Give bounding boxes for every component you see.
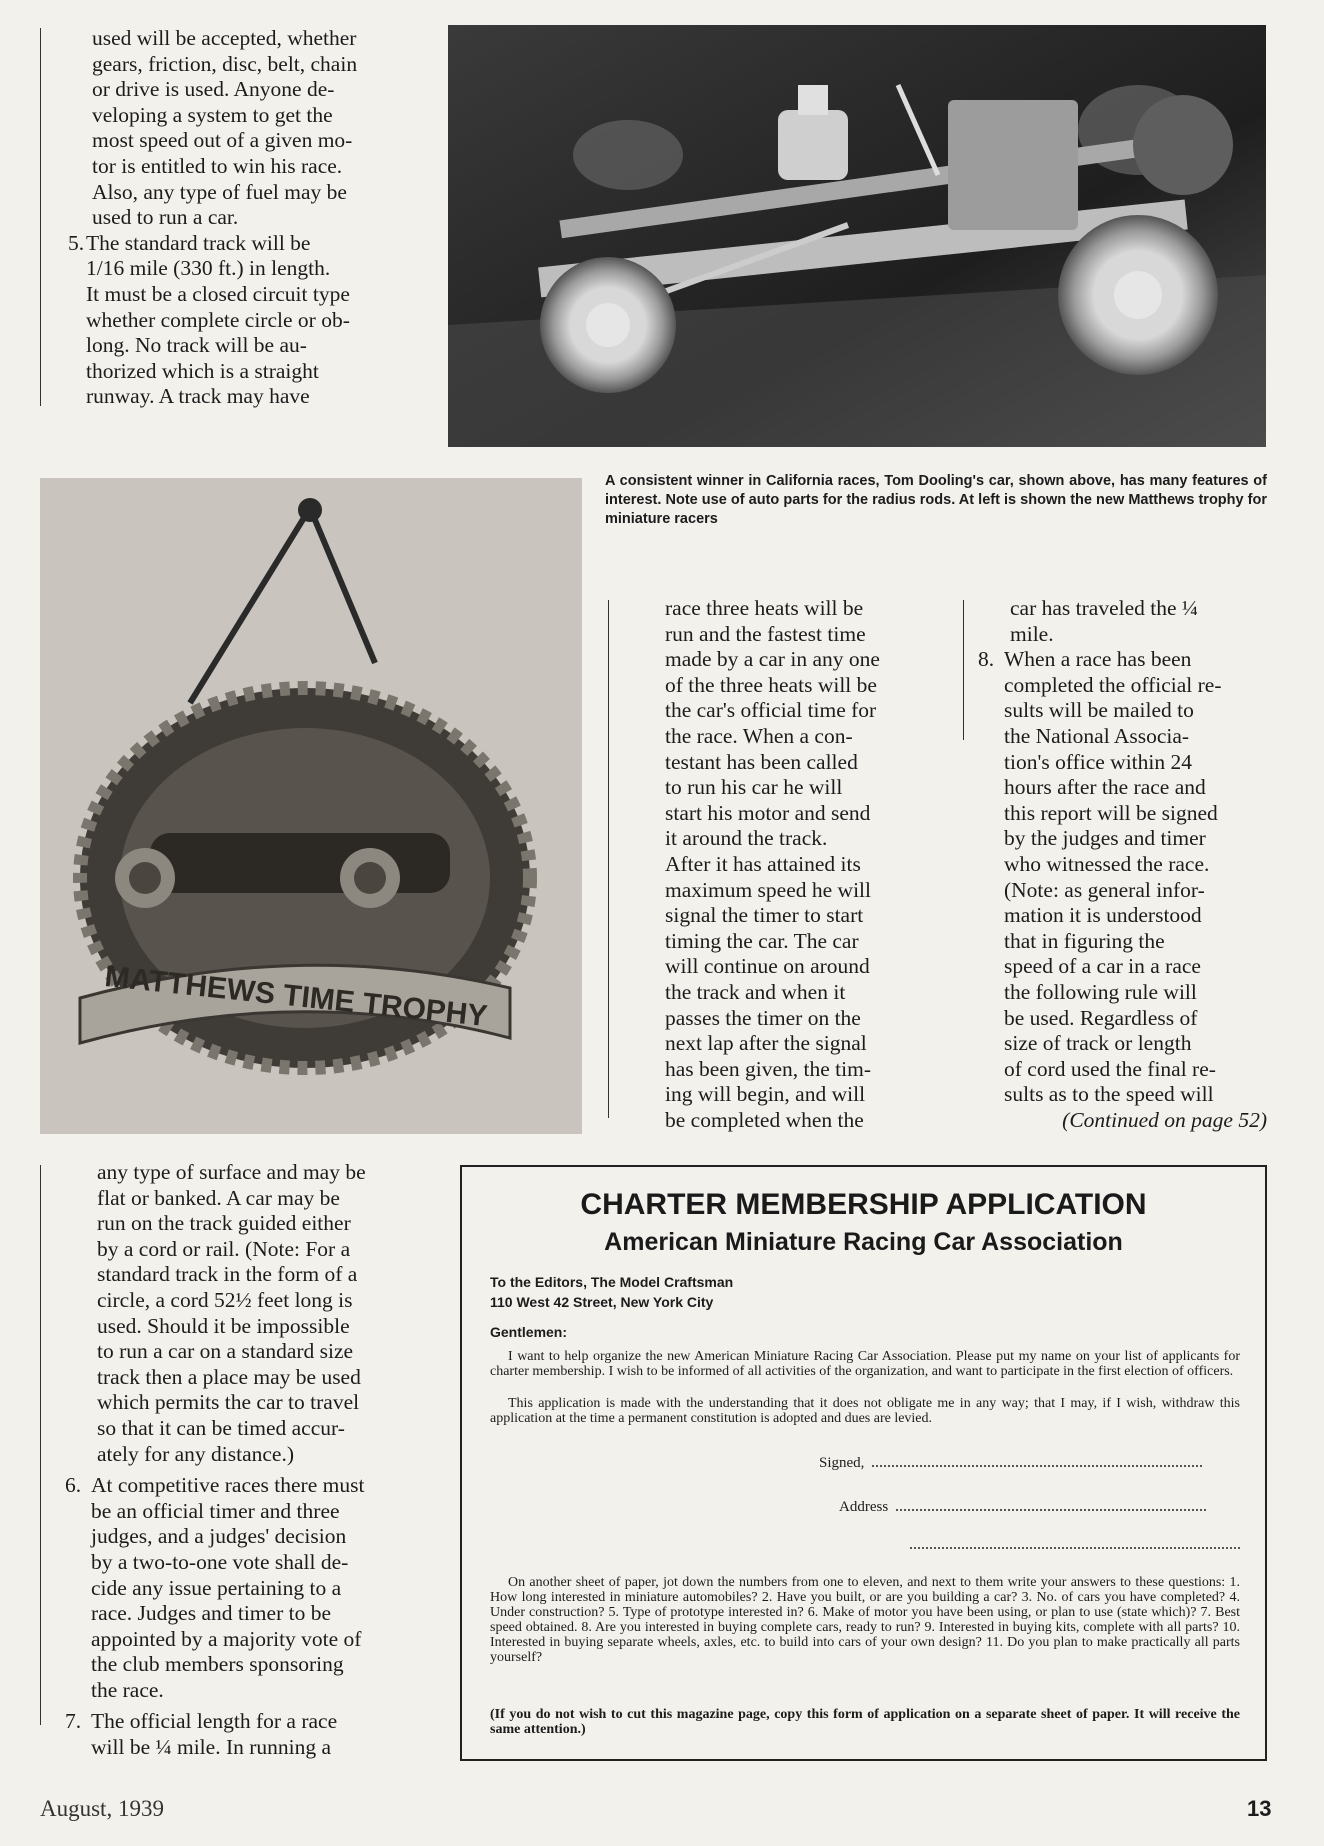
application-title: CHARTER MEMBERSHIP APPLICATION — [580, 1188, 1147, 1221]
address-label: Address — [839, 1499, 889, 1515]
text-line: to run a car on a standard size — [97, 1339, 354, 1364]
text-line: size of track or length — [1004, 1031, 1192, 1056]
left-bottom-column — [65, 1160, 429, 1761]
text-line: standard track in the form of a — [97, 1262, 358, 1287]
text-line: runway. A track may have — [86, 384, 310, 409]
right-column — [978, 596, 1267, 1133]
signature-field[interactable] — [872, 1455, 1202, 1467]
text-line: appointed by a majority vote of — [91, 1626, 362, 1651]
left-top-text — [92, 26, 424, 231]
item-8 — [978, 647, 1267, 1108]
issue-date: August, 1939 — [40, 1796, 164, 1821]
middle-column-text — [665, 596, 922, 1133]
race-car-illustration — [448, 25, 1266, 447]
trophy-banner-text: MATTHEWS TIME TROPHY — [103, 960, 489, 1034]
questions-text: On another sheet of paper, jot down the numbers from one to eleven, and next to them write your answers to these questions: 1. How long interested in miniature automobiles? 2. Have you built, or are you building a car? 3. No. of cars you have completed? 4. Under construction? 5. Type of prototype interested in? 6. Make of motor you have been using, or plan to use (state which)? 7. Best speed obtained. 8. Are you interested in buying complete cars, ready to run? 9. Interested in buying kits, complete with all parts? 10. Interested in buying separate wheels, axles, etc. to build into cars of your own design? 11. Do you plan to make practically all parts yourself? — [490, 1575, 1240, 1665]
text-line: sults will be mailed to — [1004, 698, 1194, 723]
text-line: be an official timer and three — [91, 1498, 340, 1523]
text-line: ately for any distance.) — [97, 1441, 294, 1466]
editors-address-line1: To the Editors, The Model Craftsman — [490, 1274, 734, 1290]
text-line: mation it is understood — [1004, 903, 1202, 928]
text-line: this report will be signed — [1004, 800, 1218, 825]
text-line: veloping a system to get the — [92, 102, 333, 127]
text-line: gears, friction, disc, belt, chain — [92, 51, 358, 76]
signed-label: Signed, — [819, 1455, 865, 1471]
text-line: run and the fastest time — [665, 621, 866, 646]
text-line: or drive is used. Anyone de- — [92, 77, 335, 102]
text-line: the following rule will — [1004, 979, 1197, 1004]
text-line: completed the official re- — [1004, 672, 1222, 697]
text-line: tion's office within 24 — [1004, 749, 1192, 774]
text-line: maximum speed he will — [665, 877, 872, 902]
application-body-2: This application is made with the understanding that it does not obligate me in any way; that I may, if I wish, withdraw this application at the time a permanent constitution is adopted and dues are levied. — [490, 1396, 1240, 1426]
text-line: any type of surface and may be — [97, 1160, 366, 1184]
text-line: 1/16 mile (330 ft.) in length. — [86, 256, 331, 281]
text-line: has been given, the tim- — [665, 1056, 871, 1081]
address-line — [839, 1499, 1206, 1516]
text-line: sults as to the speed will — [1004, 1082, 1214, 1107]
text-line: When a race has been — [1004, 647, 1192, 672]
signed-line — [819, 1455, 1202, 1472]
text-line: circle, a cord 52½ feet long is — [97, 1287, 353, 1312]
right-column-text — [1010, 596, 1267, 647]
text-line: most speed out of a given mo- — [92, 128, 353, 153]
item-8-number: 8. — [978, 647, 995, 672]
item-7-text — [91, 1709, 423, 1760]
text-line: track then a place may be used — [97, 1364, 361, 1389]
race-car-photo — [448, 25, 1266, 447]
text-line: start his motor and send — [665, 800, 871, 825]
editors-address-line2: 110 West 42 Street, New York City — [490, 1294, 714, 1310]
text-line: the track and when it — [665, 979, 846, 1004]
text-line: Also, any type of fuel may be — [92, 179, 347, 204]
text-line: (Note: as general infor- — [1004, 877, 1205, 902]
text-line: At competitive races there must — [91, 1473, 365, 1498]
address-field[interactable] — [896, 1499, 1206, 1511]
left-bottom-text — [97, 1160, 429, 1467]
text-line: judges, and a judges' decision — [91, 1524, 347, 1549]
text-line: signal the timer to start — [665, 903, 864, 928]
text-line: made by a car in any one — [665, 647, 880, 672]
text-line: of the three heats will be — [665, 672, 877, 697]
application-subtitle: American Miniature Racing Car Association — [604, 1228, 1123, 1256]
photo-caption: A consistent winner in California races, Tom Dooling's car, shown above, has many features of interest. Note use of auto parts for the radius rods. At left is shown the new Matthews trophy for miniature racers — [605, 473, 1267, 527]
text-line: which permits the car to travel — [97, 1390, 360, 1415]
text-line: the race. When a con- — [665, 723, 853, 748]
text-line: to run his car he will — [665, 775, 843, 800]
text-line: the National Associa- — [1004, 723, 1190, 748]
text-line: hours after the race and — [1004, 775, 1206, 800]
item-6-number: 6. — [65, 1473, 82, 1498]
text-line: so that it can be timed accur- — [97, 1415, 345, 1440]
text-line: race. Judges and timer to be — [91, 1601, 331, 1626]
text-line: race three heats will be — [665, 596, 864, 620]
item-7 — [65, 1709, 429, 1760]
item-6 — [65, 1473, 429, 1703]
text-line: testant has been called — [665, 749, 858, 774]
text-line: will be ¼ mile. In running a — [91, 1735, 332, 1760]
text-line: ing will begin, and will — [665, 1082, 866, 1107]
text-line: used will be accepted, whether — [92, 26, 357, 50]
text-line: be used. Regardless of — [1004, 1005, 1198, 1030]
text-line: by a cord or rail. (Note: For a — [97, 1236, 351, 1261]
item-7-number: 7. — [65, 1709, 82, 1734]
address-line-2 — [902, 1537, 1240, 1554]
text-line: run on the track guided either — [97, 1211, 351, 1236]
left-bottom-rule — [40, 1165, 41, 1725]
text-line: tor is entitled to win his race. — [92, 153, 343, 178]
text-line: used to run a car. — [92, 205, 239, 230]
text-line: the car's official time for — [665, 698, 877, 723]
middle-column-rule — [608, 600, 609, 1118]
text-line: by a two-to-one vote shall de- — [91, 1549, 349, 1574]
trophy-illustration — [40, 478, 582, 1134]
item-5-number: 5. — [68, 230, 85, 255]
membership-application-box — [460, 1165, 1267, 1761]
text-line: be completed when the — [665, 1107, 864, 1132]
text-line: used. Should it be impossible — [97, 1313, 350, 1338]
text-line: it around the track. — [665, 826, 828, 851]
text-line: whether complete circle or ob- — [86, 307, 350, 332]
item-6-text — [91, 1473, 423, 1703]
text-line: thorized which is a straight — [86, 358, 319, 383]
middle-column — [665, 596, 922, 1133]
text-line: cide any issue pertaining to a — [91, 1575, 342, 1600]
text-line: timing the car. The car — [665, 928, 859, 953]
trophy-photo — [40, 478, 582, 1134]
text-line: It must be a closed circuit type — [86, 281, 350, 306]
left-top-column — [68, 26, 424, 410]
text-line: by the judges and timer — [1004, 826, 1206, 851]
text-line: passes the timer on the — [665, 1005, 861, 1030]
page-number: 13 — [1247, 1796, 1272, 1821]
left-top-rule — [40, 28, 41, 406]
item-5 — [68, 230, 424, 410]
text-line: the race. — [91, 1677, 164, 1702]
text-line: speed of a car in a race — [1004, 954, 1201, 979]
text-line: The official length for a race — [91, 1709, 338, 1734]
text-line: flat or banked. A car may be — [97, 1185, 340, 1210]
continued-note: (Continued on page 52) — [1062, 1107, 1267, 1132]
text-line: long. No track will be au- — [86, 333, 307, 358]
text-line: After it has attained its — [665, 851, 861, 876]
text-line: car has traveled the ¼ — [1010, 596, 1199, 620]
text-line: mile. — [1010, 621, 1054, 646]
address-field-2[interactable] — [910, 1537, 1240, 1549]
salutation: Gentlemen: — [490, 1324, 568, 1340]
text-line: who witnessed the race. — [1004, 851, 1210, 876]
text-line: the club members sponsoring — [91, 1652, 344, 1677]
right-column-rule — [963, 600, 964, 740]
text-line: that in figuring the — [1004, 928, 1165, 953]
text-line: The standard track will be — [86, 230, 311, 255]
text-line: of cord used the final re- — [1004, 1056, 1216, 1081]
item-8-text — [1004, 647, 1261, 1108]
text-line: next lap after the signal — [665, 1031, 867, 1056]
application-body: I want to help organize the new American Miniature Racing Car Association. Please put my name on your list of applicants for charter membership. I wish to be informed of all activities of the organization, and want to participate in the first election of officers. — [490, 1349, 1240, 1379]
text-line: will continue on around — [665, 954, 870, 979]
copy-note: (If you do not wish to cut this magazine page, copy this form of application on a separate sheet of paper. It will receive the same attention.) — [490, 1707, 1240, 1737]
item-5-text — [86, 231, 418, 410]
